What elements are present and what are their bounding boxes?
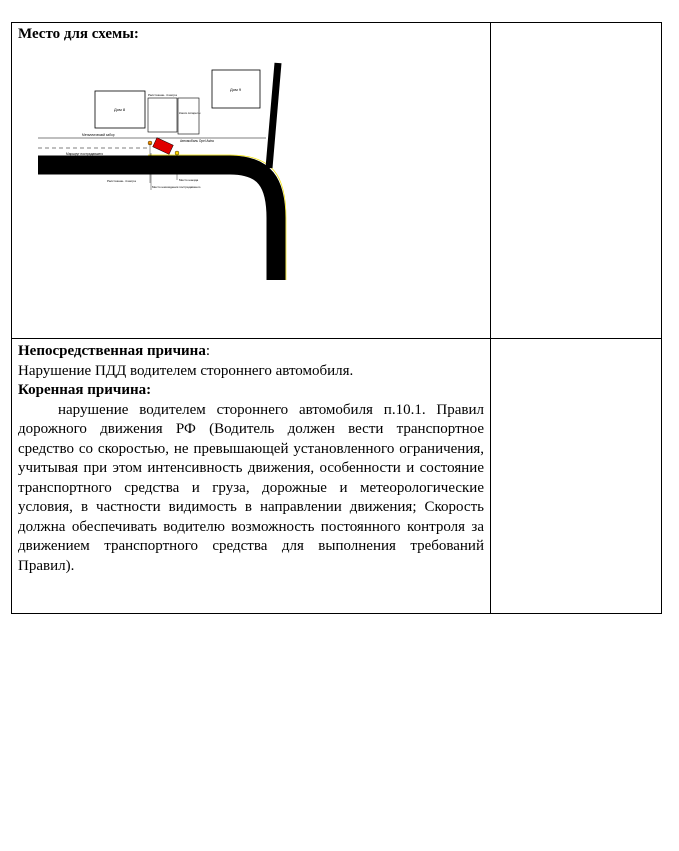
distance-bottom-label: Расстояние- 4 метра <box>107 179 136 183</box>
accident-scheme-diagram <box>30 58 320 288</box>
kiosk-shape <box>178 98 199 134</box>
root-cause-label: Коренная причина: <box>18 382 152 398</box>
distance-top-label: Расстояние- 4 метра <box>148 93 177 97</box>
collision-label: Место наезда <box>179 178 199 182</box>
house-8-label: Дом 8 <box>114 107 126 112</box>
scheme-place-title: Место для схемы: <box>18 26 139 42</box>
immediate-cause-text: Нарушение ПДД водителем стороннего автомобиля. <box>18 362 354 379</box>
table-border-bottom <box>11 613 662 614</box>
table-border-right <box>661 22 662 614</box>
table-border-left <box>11 22 12 614</box>
table-border-top <box>11 22 662 23</box>
table-column-divider <box>490 22 491 614</box>
side-road-shape <box>269 63 278 168</box>
immediate-cause-colon: : <box>205 343 210 359</box>
location-label: Место нахождения пострадавшего <box>152 185 201 189</box>
collision-marker <box>175 151 179 155</box>
car-opel-astra-shape <box>153 138 174 155</box>
car-label: Автомобиль Opel Astra <box>180 139 214 143</box>
fence-label: Металлический забор <box>82 133 115 137</box>
table-row-divider <box>11 338 662 339</box>
pedestrian-route-label: Маршрут пострадавшего <box>66 152 104 156</box>
house-9-label: Дом 9 <box>230 87 242 92</box>
causes-block <box>18 342 484 576</box>
kiosk-label: Киоск сигареты <box>179 111 201 115</box>
building-shape <box>148 98 177 132</box>
immediate-cause-label: Непосредственная причина <box>18 343 206 359</box>
root-cause-text: нарушение водителем стороннего автомобиля п.10.1. Правил дорожного движения РФ (Водитель должен вести транспортное средство со скоростью, не превышающей установленного ограничения, учитывая при этом интенсивность движения, особенности и состояние транспортного средства и груза, дорожные и метеорологические условия, в частности видимость в направлении движения; Скорость должна обеспечивать водителю возможность постоянного контроля за движением транспортного средства для выполнения требований Правил). <box>18 401 484 574</box>
road-shape <box>38 165 276 280</box>
